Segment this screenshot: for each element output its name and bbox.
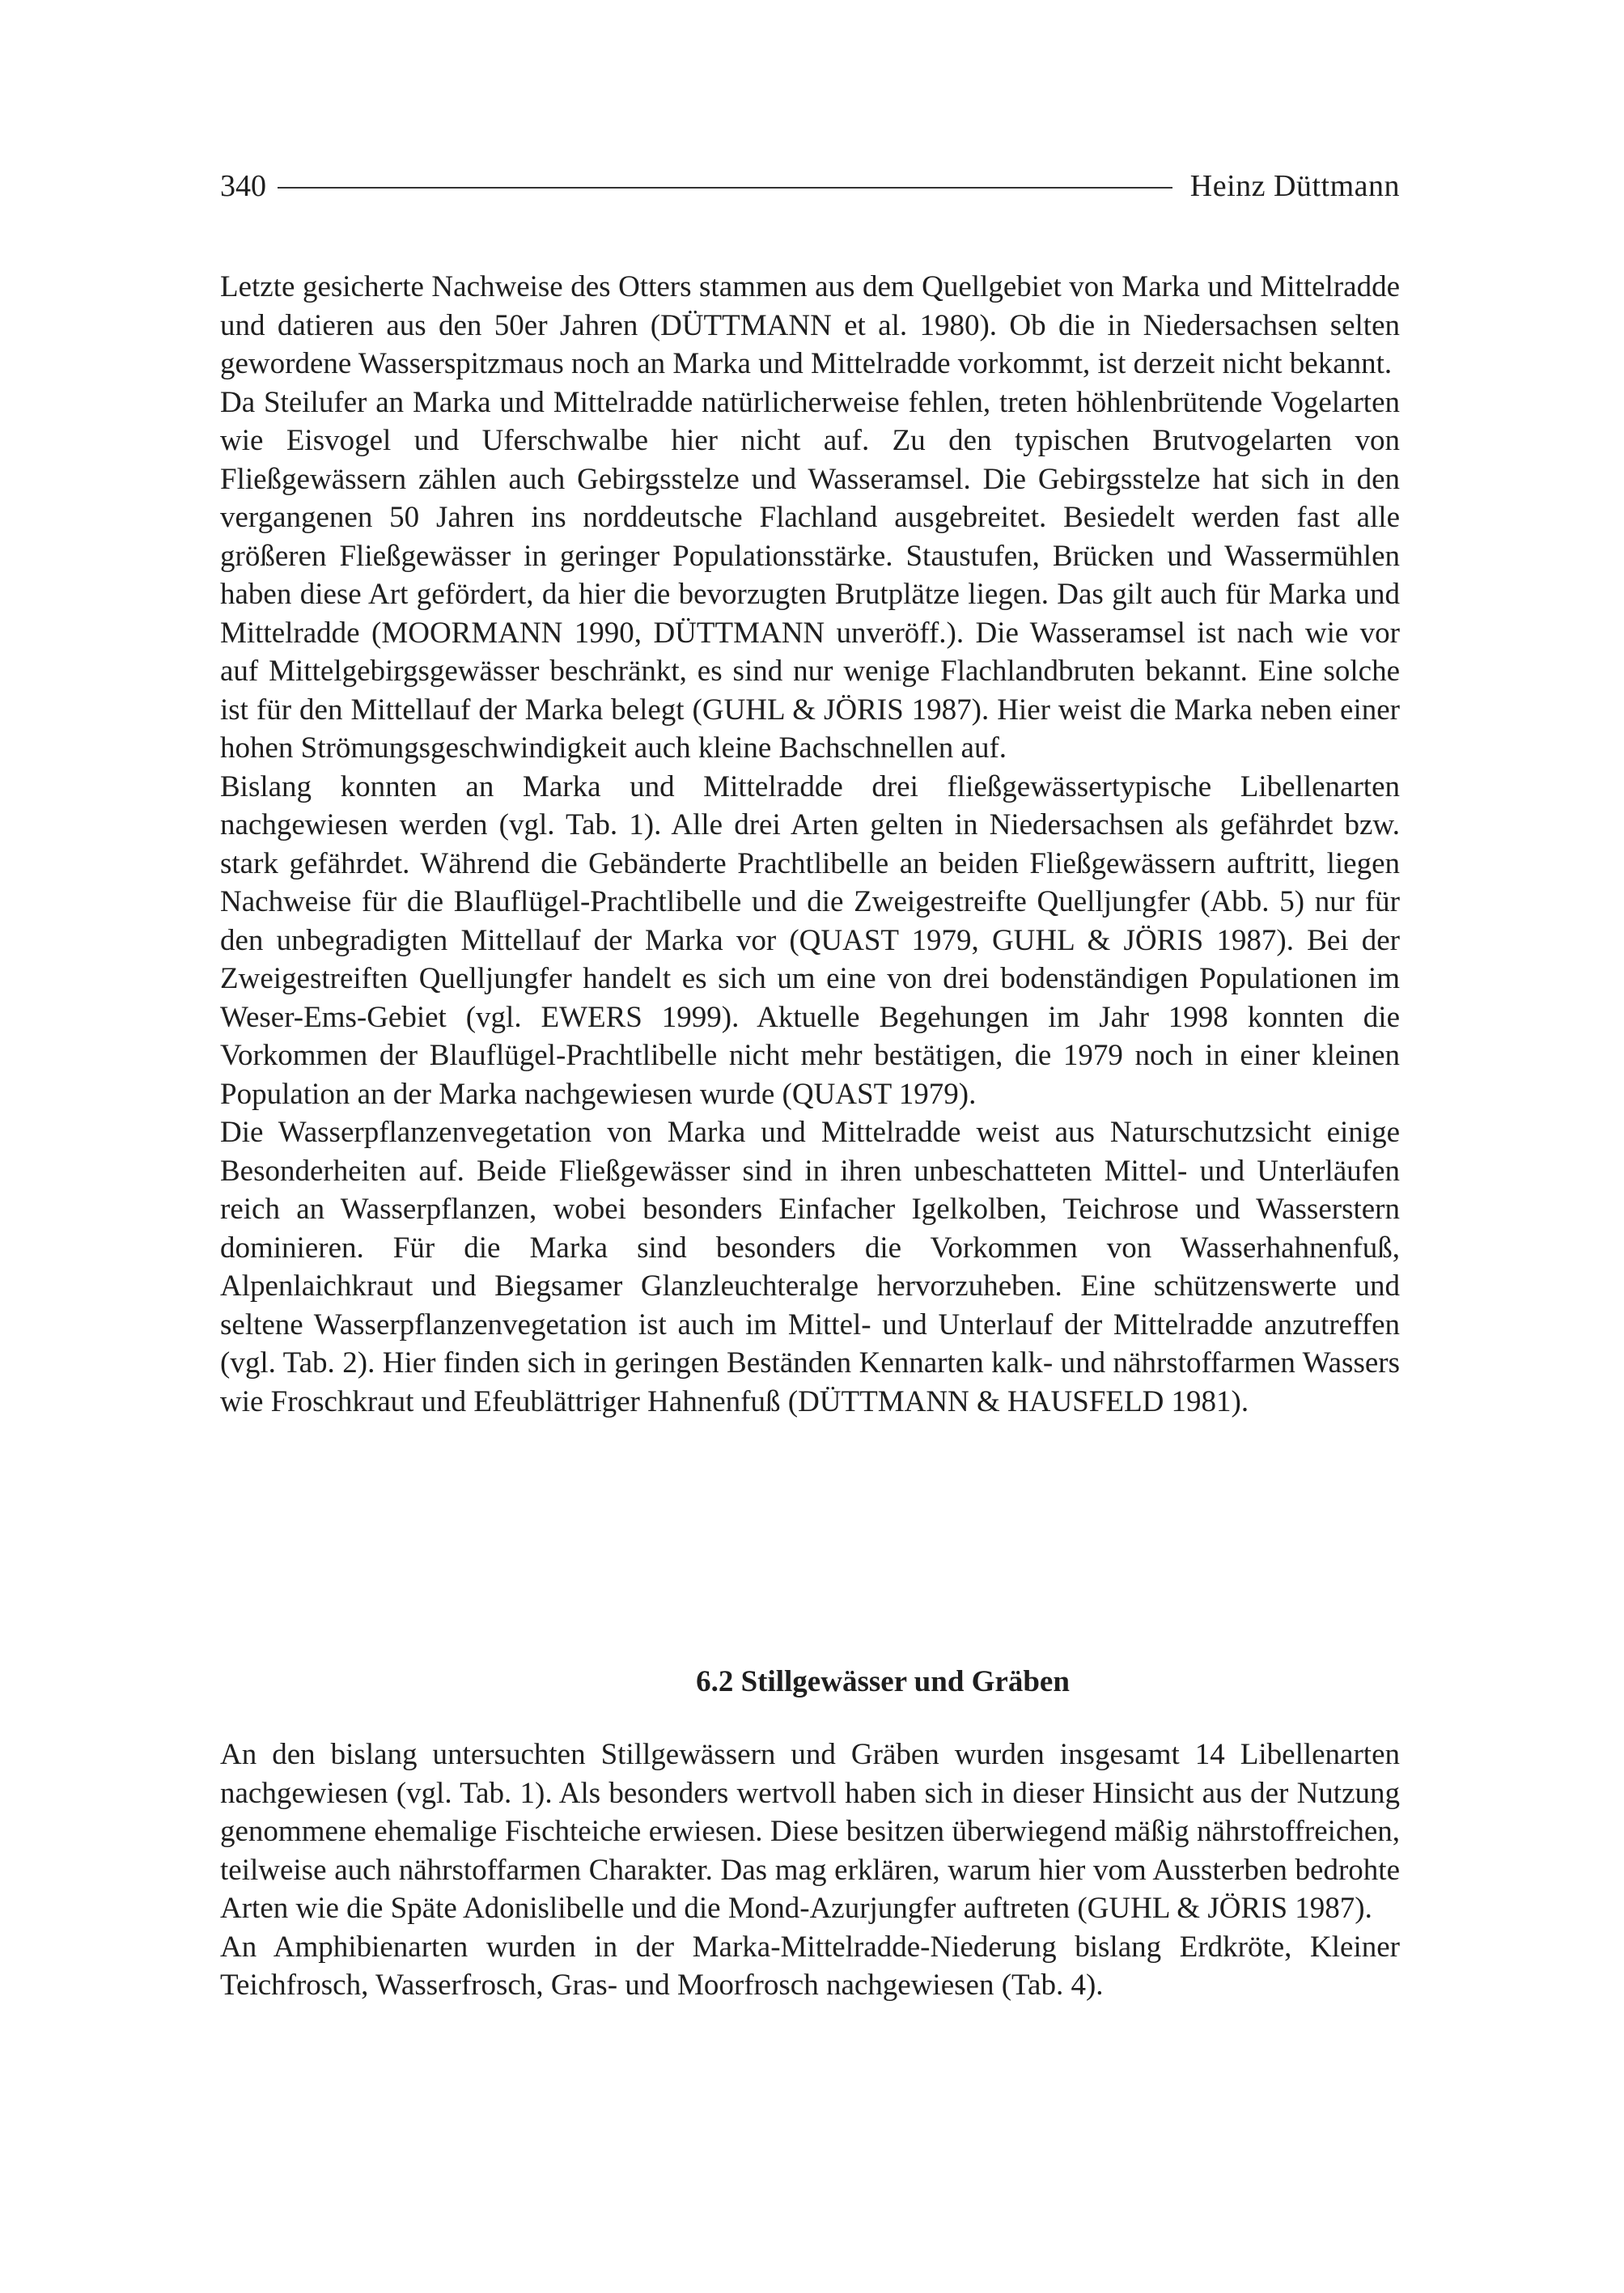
body-text-section-1 (220, 268, 1400, 1421)
running-author: Heinz Düttmann (1189, 169, 1400, 203)
paragraph-aquatic-plants: Die Wasserpflanzenvegetation von Marka und Mittelradde weist aus Naturschutzsicht einige Besonderheiten auf. Beide Fließgewässer sind in ihren unbeschatteten Mittel- und Unterläufen reich an Wasserpflanzen, wobei besonders Einfacher Igelkolben, Teichrose und Wasserstern dominieren. Für die Marka sind besonders die Vorkommen von Wasserhahnenfuß, Alpenlaichkraut und Biegsamer Glanzleuchteralge hervorzuheben. Eine schützenswerte und seltene Wasserpflanzenvegetation ist auch im Mittel- und Unterlauf der Mittelradde anzutreffen (vgl. Tab. 2). Hier finden sich in geringen Beständen Kennarten kalk- und nährstoffarmen Wassers wie Froschkraut und Efeublättriger Hahnenfuß (DÜTTMANN & HAUSFELD 1981). (220, 1116, 1400, 1418)
paragraph-dragonflies: Bislang konnten an Marka und Mittelradde drei fließgewässertypische Libellenarten nachgewiesen werden (vgl. Tab. 1). Alle drei Arten gelten in Niedersachsen als gefährdet bzw. stark gefährdet. Während die Gebänderte Prachtlibelle an beiden Fließgewässern auftritt, liegen Nachweise für die Blauflügel-Prachtlibelle und die Zweigestreifte Quelljungfer (Abb. 5) nur für den unbegradigten Mittellauf der Marka vor (QUAST 1979, GUHL & JÖRIS 1987). Bei der Zweigestreiften Quelljungfer handelt es sich um eine von drei bodenständigen Populationen im Weser-Ems-Gebiet (vgl. EWERS 1999). Aktuelle Begehungen im Jahr 1998 konnten die Vorkommen der Blauflügel-Prachtlibelle nicht mehr bestätigen, die 1979 noch in einer kleinen Population an der Marka nachgewiesen wurde (QUAST 1979). (220, 769, 1400, 1111)
body-text-section-2 (220, 1736, 1400, 2005)
running-header (220, 162, 1400, 210)
page-number: 340 (220, 169, 266, 203)
header-rule (278, 187, 1172, 189)
paragraph-still-waters: An den bislang untersuchten Stillgewässern und Gräben wurden insgesamt 14 Libellenarten nachgewiesen (vgl. Tab. 1). Als besonders wertvoll haben sich in dieser Hinsicht aus der Nutzung genommene ehemalige Fischteiche erwiesen. Diese besitzen überwiegend mäßig nährstoffreichen, teilweise auch nährstoffarmen Charakter. Das mag erklären, warum hier vom Aussterben bedrohte Arten wie die Späte Adonislibelle und die Mond-Azurjungfer auftreten (GUHL & JÖRIS 1987). (220, 1738, 1400, 1925)
section-heading: 6.2 Stillgewässer und Gräben (696, 1665, 1070, 1698)
paragraph-birds: Da Steilufer an Marka und Mittelradde natürlicherweise fehlen, treten höhlenbrütende Vogelarten wie Eisvogel und Uferschwalbe hier nicht auf. Zu den typischen Brutvogelarten von Fließgewässern zählen auch Gebirgsstelze und Wasseramsel. Die Gebirgsstelze hat sich in den vergangenen 50 Jahren ins norddeutsche Flachland ausgebreitet. Besiedelt werden fast alle größeren Fließgewässer in geringer Populationsstärke. Staustufen, Brücken und Wassermühlen haben diese Art gefördert, da hier die bevorzugten Brutplätze liegen. Das gilt auch für Marka und Mittelradde (MOORMANN 1990, DÜTTMANN unveröff.). Die Wasseramsel ist nach wie vor auf Mittelgebirgsgewässer beschränkt, es sind nur wenige Flachlandbruten bekannt. Eine solche ist für den Mittellauf der Marka belegt (GUHL & JÖRIS 1987). Hier weist die Marka neben einer hohen Strömungsgeschwindigkeit auch kleine Bachschnellen auf. (220, 385, 1400, 765)
paragraph-amphibians: An Amphibienarten wurden in der Marka-Mittelradde-Niederung bislang Erdkröte, Kleiner Teichfrosch, Wasserfrosch, Gras- und Moorfrosch nachgewiesen (Tab. 4). (220, 1930, 1400, 2002)
paragraph-otter: Letzte gesicherte Nachweise des Otters stammen aus dem Quellgebiet von Marka und Mittelradde und datieren aus den 50er Jahren (DÜTTMANN et al. 1980). Ob die in Niedersachsen selten gewordene Wasserspitzmaus noch an Marka und Mittelradde vorkommt, ist derzeit nicht bekannt. (220, 270, 1400, 380)
